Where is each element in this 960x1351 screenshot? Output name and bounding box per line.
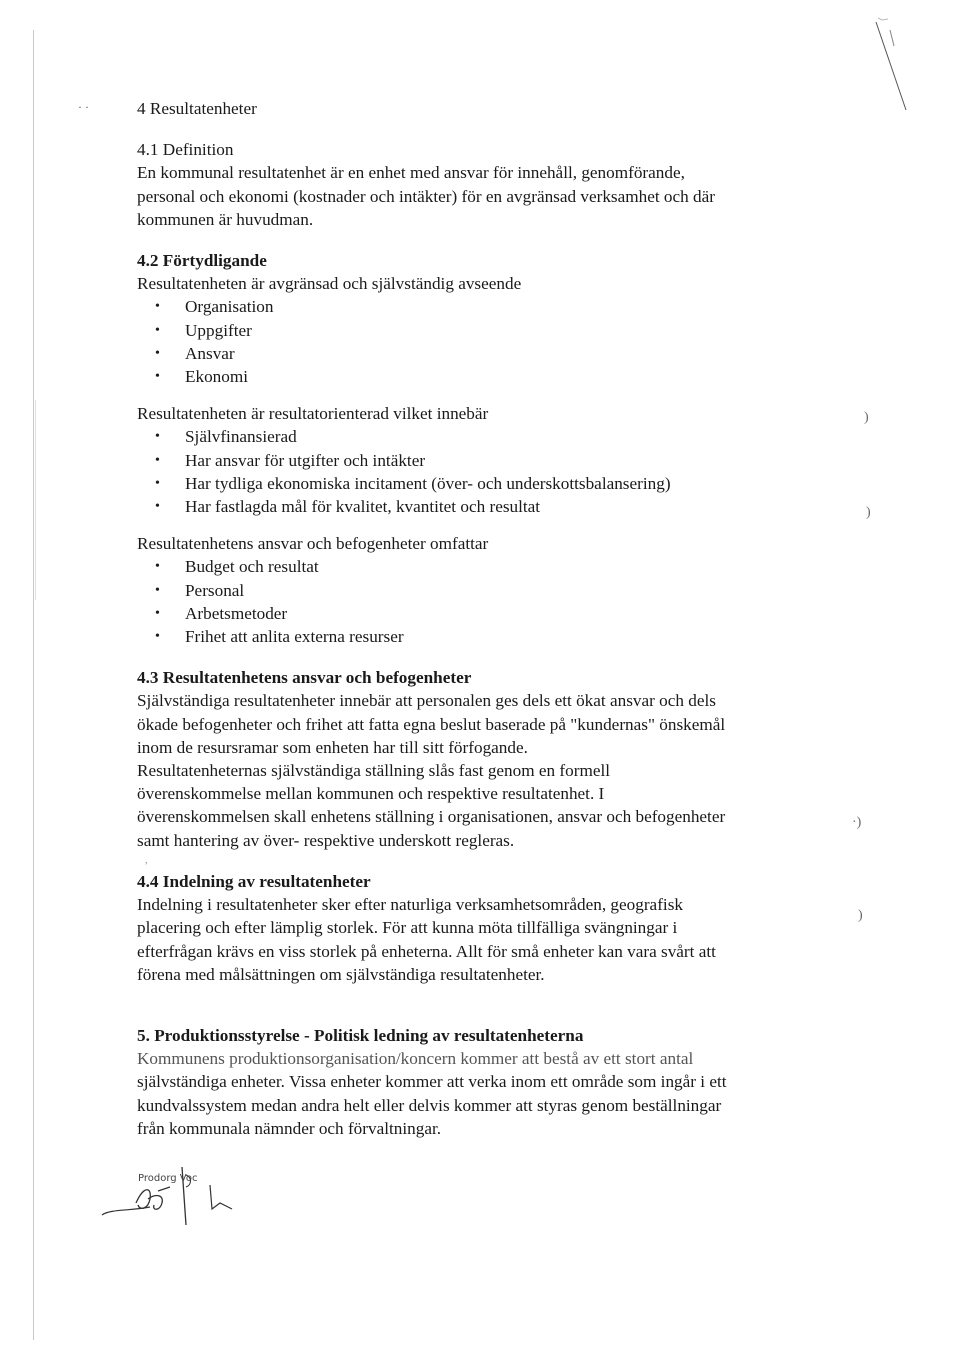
paragraph-line: En kommunal resultatenhet är en enhet med ansvar för innehåll, genomförande, [137, 163, 685, 183]
paragraph-line: Självständiga resultatenheter innebär att personalen ges dels ett ökat ansvar och dels [137, 691, 716, 711]
list-item: • Uppgifter [137, 319, 797, 342]
list-intro: Resultatenheten är avgränsad och självständig avseende [137, 274, 522, 294]
margin-bracket-mark: ) [866, 505, 871, 520]
paragraph-line: kommunen är huvudman. [137, 209, 314, 229]
list-item: • Ekonomi [137, 365, 797, 388]
section-4-heading: 4 Resultatenheter [137, 99, 257, 118]
list-item: • Ansvar [137, 342, 797, 365]
section-5-heading: 5. Produktionsstyrelse - Politisk ledning av resultatenheterna [137, 1025, 584, 1045]
margin-bracket-mark: ) [864, 410, 869, 425]
stray-tick-mark: , [145, 855, 148, 866]
section-4-1-heading: 4.1 Definition [137, 140, 234, 160]
handwritten-signature-icon [100, 1165, 260, 1225]
list-item: • Har ansvar för utgifter och intäkter [137, 449, 797, 472]
paragraph-line: kundvalssystem medan andra helt eller delvis kommer att styras genom beställningar [137, 1095, 722, 1115]
page-margin-line [33, 30, 34, 1340]
list-item: • Personal [137, 579, 797, 602]
document-body [137, 97, 797, 1140]
margin-bracket-mark: ·) [852, 815, 862, 830]
section-4-2-heading: 4.2 Förtydligande [137, 251, 267, 271]
paragraph-line: överenskommelsen skall enhetens ställning i organisationen, ansvar och befogenheter [137, 807, 726, 827]
paragraph-line: inom de resursramar som enheten har till sitt förfogande. [137, 737, 528, 757]
paragraph-line: självständiga enheter. Vissa enheter kommer att verka inom ett område som ingår i ett [137, 1072, 727, 1092]
paragraph-line: efterfrågan krävs en viss storlek på enheterna. Allt för små enheter kan vara svårt att [137, 941, 716, 961]
paragraph-line: ökade befogenheter och frihet att fatta egna beslut baserade på "kundernas" önskemål [137, 714, 726, 734]
list-item: • Har fastlagda mål för kvalitet, kvantitet och resultat [137, 495, 797, 518]
paragraph-line: förena med målsättningen om självständiga resultatenheter. [137, 964, 545, 984]
section-4-4-heading: 4.4 Indelning av resultatenheter [137, 871, 371, 891]
bullet-list-avgransad [137, 295, 797, 388]
paragraph-line: Resultatenheternas självständiga ställning slås fast genom en formell [137, 761, 611, 781]
list-item: • Frihet att anlita externa resurser [137, 625, 797, 648]
list-item: • Arbetsmetoder [137, 602, 797, 625]
paragraph-line: samt hantering av över- respektive underskott regleras. [137, 830, 515, 850]
edge-dots-mark: · · [78, 100, 89, 114]
paragraph-line: från kommunala nämnder och förvaltningar. [137, 1118, 442, 1138]
list-item: • Har tydliga ekonomiska incitament (över- och underskottsbalansering) [137, 472, 797, 495]
corner-scribble-icon [868, 14, 938, 134]
bullet-list-befogenheter [137, 555, 797, 648]
paragraph-line: personal och ekonomi (kostnader och intäkter) för en avgränsad verksamhet och där [137, 186, 715, 206]
page-margin-line-secondary [35, 400, 36, 600]
margin-bracket-mark: ) [858, 908, 863, 923]
list-intro: Resultatenhetens ansvar och befogenheter omfattar [137, 534, 489, 554]
list-item: • Organisation [137, 295, 797, 318]
list-item: • Budget och resultat [137, 555, 797, 578]
section-4-3-heading: 4.3 Resultatenhetens ansvar och befogenheter [137, 668, 472, 688]
paragraph-line: Indelning i resultatenheter sker efter naturliga verksamhetsområden, geografisk [137, 895, 683, 915]
paragraph-line: placering och efter lämplig storlek. För att kunna möta tillfälliga svängningar i [137, 918, 678, 938]
bullet-list-resultatorienterad [137, 425, 797, 518]
list-item: • Självfinansierad [137, 425, 797, 448]
list-intro: Resultatenheten är resultatorienterad vilket innebär [137, 404, 489, 424]
paragraph-line: överenskommelse mellan kommunen och respektive resultatenhet. I [137, 784, 605, 804]
paragraph-line: Kommunens produktionsorganisation/koncern kommer att bestå av ett stort antal [137, 1049, 694, 1069]
signature-stamp-text: Prodorg Voc [138, 1173, 198, 1184]
